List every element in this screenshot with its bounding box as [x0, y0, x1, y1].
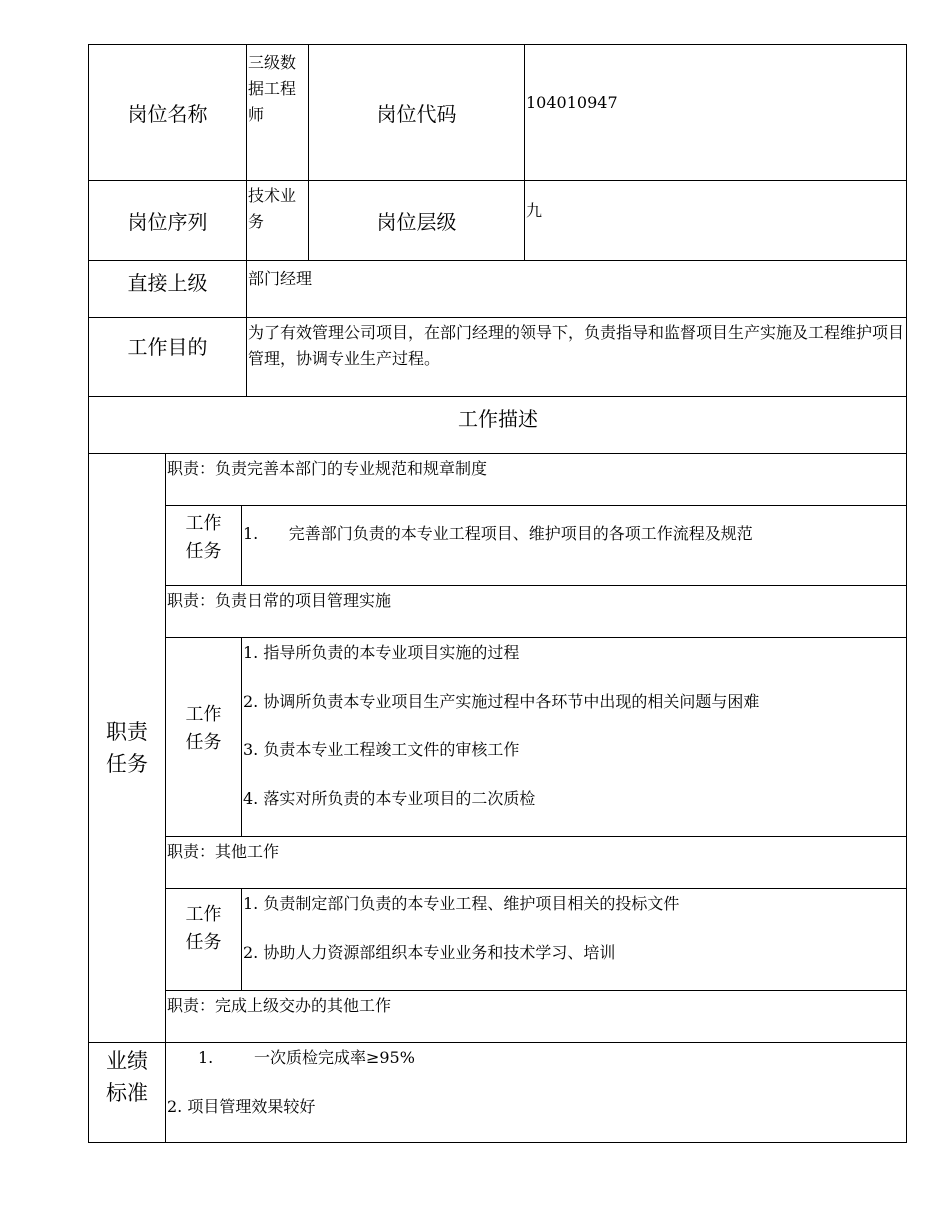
task-list	[241, 888, 907, 990]
task-label: 工作任务	[185, 904, 222, 953]
task-label: 工作任务	[185, 704, 222, 753]
duties-label-cell	[89, 453, 165, 1042]
task-item: 2. 协助人力资源部组织本专业业务和技术学习、培训	[243, 943, 616, 962]
performance-list	[165, 1042, 907, 1142]
purpose-value: 为了有效管理公司项目，在部门经理的领导下，负责指导和监督项目生产实施及工程维护项目管理，协调专业生产过程。	[246, 317, 907, 396]
task-item: 2. 协调所负责本专业项目生产实施过程中各环节中出现的相关问题与困难	[243, 692, 760, 711]
task-label-cell	[165, 888, 241, 990]
level-value: 九	[524, 180, 907, 260]
task-label-cell	[165, 637, 241, 836]
duty-title: 职责：其他工作	[165, 836, 907, 888]
sequence-value: 技术业务	[246, 180, 308, 260]
duties-label: 职责任务	[106, 720, 148, 776]
duty-title: 职责：完成上级交办的其他工作	[165, 990, 907, 1042]
level-label: 岗位层级	[308, 180, 524, 260]
supervisor-label: 直接上级	[89, 260, 246, 317]
task-item: 1. 完善部门负责的本专业工程项目、维护项目的各项工作流程及规范	[243, 524, 753, 543]
position-code-value: 104010947	[524, 45, 907, 180]
position-name-label: 岗位名称	[127, 102, 208, 126]
position-code-label: 岗位代码	[308, 45, 524, 180]
task-item: 1. 负责制定部门负责的本专业工程、维护项目相关的投标文件	[243, 894, 680, 913]
task-item: 4. 落实对所负责的本专业项目的二次质检	[243, 789, 536, 808]
task-list	[241, 637, 907, 836]
job-description-table	[88, 44, 907, 1143]
performance-item: 2. 项目管理效果较好	[167, 1097, 316, 1116]
position-name-value: 三级数据工程师	[246, 45, 308, 180]
task-item: 1. 指导所负责的本专业项目实施的过程	[243, 643, 520, 662]
performance-label: 业绩标准	[106, 1049, 148, 1105]
duty-title: 职责：负责日常的项目管理实施	[165, 585, 907, 637]
duty-title: 职责：负责完善本部门的专业规范和规章制度	[165, 453, 907, 505]
purpose-label: 工作目的	[89, 317, 246, 396]
supervisor-value: 部门经理	[246, 260, 907, 317]
task-list	[241, 505, 907, 585]
performance-label-cell	[89, 1042, 165, 1142]
performance-item: 1. 一次质检完成率≥95%	[198, 1048, 415, 1067]
task-label-cell	[165, 505, 241, 585]
task-label: 工作任务	[185, 513, 222, 562]
sequence-label: 岗位序列	[89, 180, 246, 260]
task-item: 3. 负责本专业工程竣工文件的审核工作	[243, 740, 520, 759]
description-title: 工作描述	[89, 396, 907, 453]
